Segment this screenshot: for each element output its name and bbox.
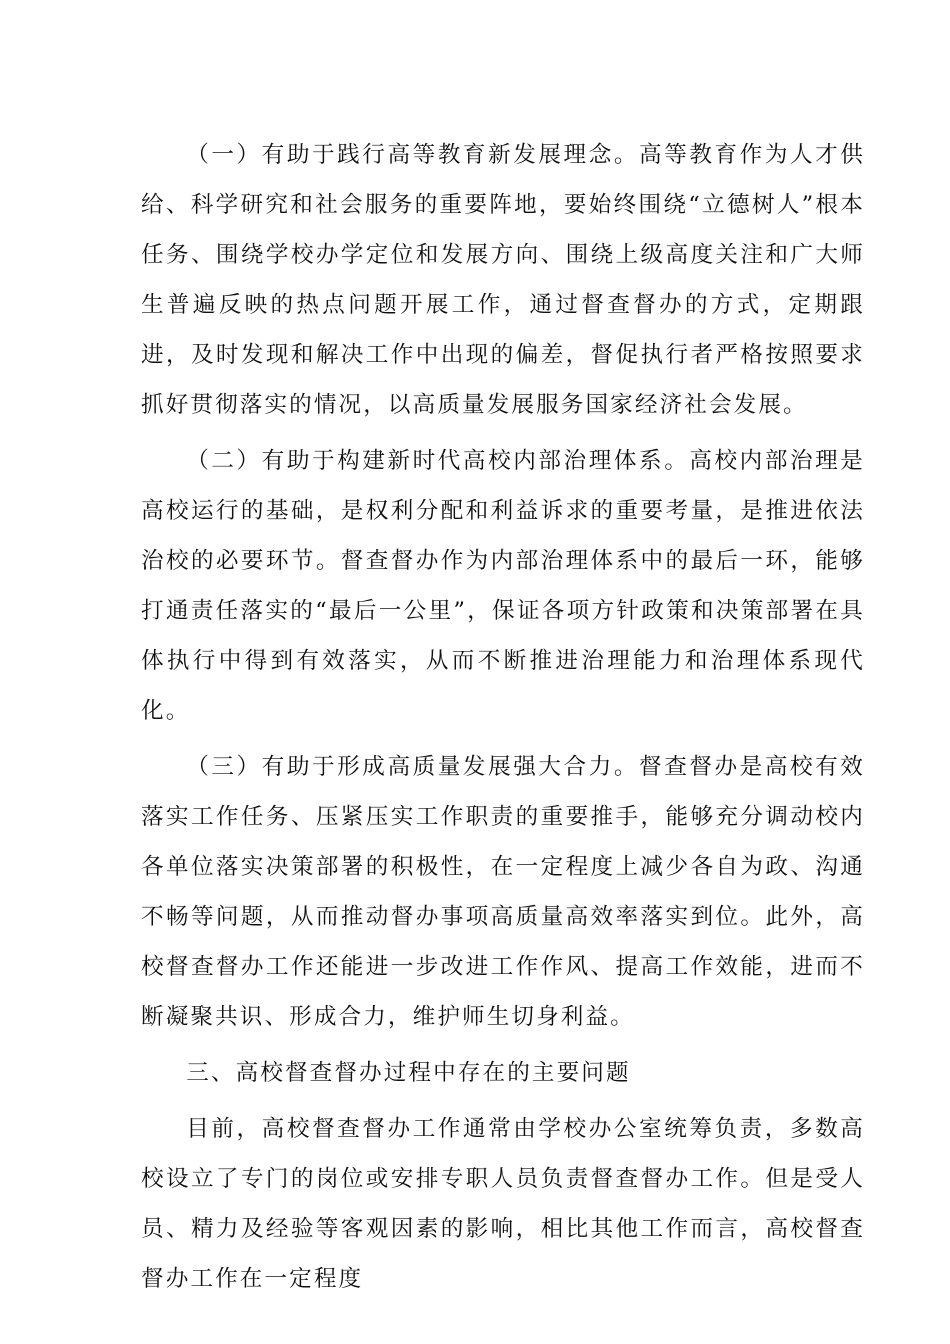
paragraph-point-3: （三）有助于形成高质量发展强大合力。督查督办是高校有效落实工作任务、压紧压实工作职责的重要推手，能够充分调动校内各单位落实决策部署的积极性，在一定程度上减少各自为政、沟通不畅等问题，从而推动督办事项高质量高效率落实到位。此外，高校督查督办工作还能进一步改进工作作风、提高工作效能，进而不断凝聚共识、形成合力，维护师生切身利益。 (141, 754, 865, 1030)
section-heading: 三、高校督查督办过程中存在的主要问题 (186, 1060, 631, 1086)
paragraph-point-2: （二）有助于构建新时代高校内部治理体系。高校内部治理是高校运行的基础，是权利分配和利益诉求的重要考量，是推进依法治校的必要环节。督查督办作为内部治理体系中的最后一环，能够打通责任落实的“最后一公里”，保证各项方针政策和决策部署在具体执行中得到有效落实，从而不断推进治理能力和治理体系现代化。 (141, 448, 865, 724)
paragraph-closing: 目前，高校督查督办工作通常由学校办公室统筹负责，多数高校设立了专门的岗位或安排专职人员负责督查督办工作。但是受人员、精力及经验等客观因素的影响，相比其他工作而言，高校督查督办工作在一定程度 (141, 1116, 865, 1292)
paragraph-point-1: （一）有助于践行高等教育新发展理念。高等教育作为人才供给、科学研究和社会服务的重要阵地，要始终围绕“立德树人”根本任务、围绕学校办学定位和发展方向、围绕上级高度关注和广大师生普遍反映的热点问题开展工作，通过督查督办的方式，定期跟进，及时发现和解决工作中出现的偏差，督促执行者严格按照要求抓好贯彻落实的情况，以高质量发展服务国家经济社会发展。 (141, 142, 865, 418)
document-body (141, 130, 865, 1310)
